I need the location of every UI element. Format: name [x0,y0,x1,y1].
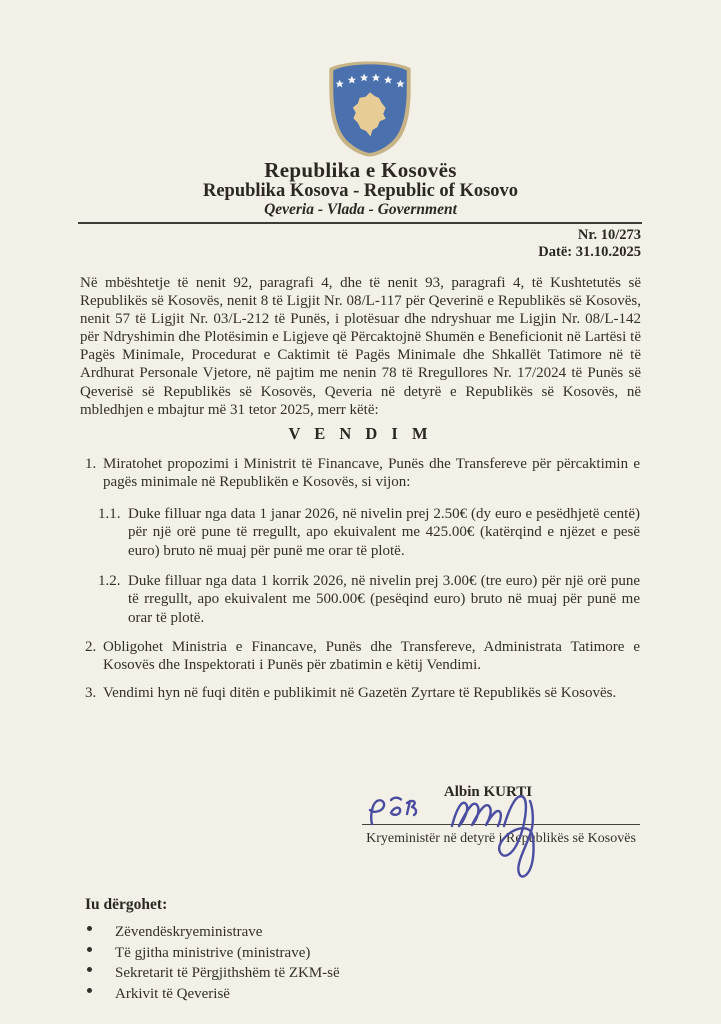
decision-item-1 [85,455,640,492]
item-number: 1. [85,456,97,472]
signatory-name: Albin KURTI [443,784,533,800]
header-title-albanian: Republika e Kosovës [264,158,457,182]
header-subtitle-trilingual: Qeveria - Vlada - Government [264,201,457,218]
item-number: 2. [85,639,97,655]
document-meta [538,227,641,260]
preamble-paragraph: Në mbështetje të nenit 92, paragrafi 4, dhe të nenit 93, paragrafi 4, të Kushtetutës së Republikës së Kosovës, nenit 8 të Ligjit Nr. 08/L-117 për Qeverinë e Republikës së Kosovës, nenit 57 të Ligjit Nr. 03/L-212 të Punës, i plotësuar dhe ndryshuar me Ligjin Nr. 08/L-142 për Ndryshimin dhe Plotësimin e Ligjeve që Përcaktojnë Shumën e Beneficionit në Lartësi të Pagës Minimale, Procedurat e Caktimit të Pagës Minimale dhe Shkallët Tatimore në të Ardhurat Personale Vjetore, në pajtim me nenin 78 të Rregullores Nr. 17/2024 të Punës së Qeverisë së Republikës së Kosovës, Qeveria në detyrë e Republikës së Kosovës, në mbledhjen e mbajtur më 31 tetor 2025, merr këtë: [80,275,641,418]
distribution-item-label: Sekretarit të Përgjithshëm të ZKM-së [115,965,340,981]
distribution-item [85,984,505,1005]
header-divider-rule [78,222,642,224]
signature-line [362,824,640,825]
distribution-item-label: Të gjitha ministrive (ministrave) [115,944,311,961]
item-number: 3. [85,685,97,701]
distribution-item [85,943,505,964]
distribution-item-label: Arkivit të Qeverisë [115,985,230,1002]
distribution-list [85,922,505,1004]
distribution-item-label: Zëvendëskryeministrave [115,924,263,940]
header-title-bilingual: Republika Kosova - Republic of Kosovo [202,181,519,201]
decision-item-3 [85,684,640,702]
document-date: Datë: 31.10.2025 [538,243,641,260]
decision-heading: V E N D I M [288,424,433,443]
item-text: Duke filluar nga data 1 janar 2026, në nivelin prej 2.50€ (dy euro e pesëdhjetë centë) për një orë pune të rregullt, apo ekuivalent me 425.00€ (katërqind e njëzet e pesë euro) bruto në muaj për punë me orar të plotë. [128,506,640,559]
decision-item-1-1 [98,505,640,560]
item-text: Duke filluar nga data 1 korrik 2026, në nivelin prej 3.00€ (tre euro) për një orë pune të rregullt, apo ekuivalent me 500.00€ (pesëqind euro) bruto në muaj për punë me orar të plotë. [128,573,640,626]
item-text: Miratohet propozimi i Ministrit të Financave, Punës dhe Transfereve për përcaktimin e pagës minimale në Republikën e Kosovës, si vijon: [103,456,640,491]
distribution-item [85,963,505,984]
kosovo-coat-of-arms-icon [320,60,420,157]
decision-item-2 [85,638,640,675]
distribution-item [85,922,505,943]
item-number: 1.1. [98,506,121,522]
decision-item-1-2 [98,572,640,627]
item-text: Obligohet Ministria e Financave, Punës dhe Transfereve, Administrata Tatimore e Kosovës dhe Inspektorati i Punës për zbatimin e këtij Vendimi. [103,639,640,674]
item-number: 1.2. [98,573,121,589]
signatory-title: Kryeministër në detyrë i Republikës së Kosovës [366,831,636,846]
distribution-heading: Iu dërgohet: [85,896,168,913]
item-text: Vendimi hyn në fuqi ditën e publikimit në Gazetën Zyrtare të Republikës së Kosovës. [103,685,617,701]
document-number: Nr. 10/273 [577,227,641,243]
